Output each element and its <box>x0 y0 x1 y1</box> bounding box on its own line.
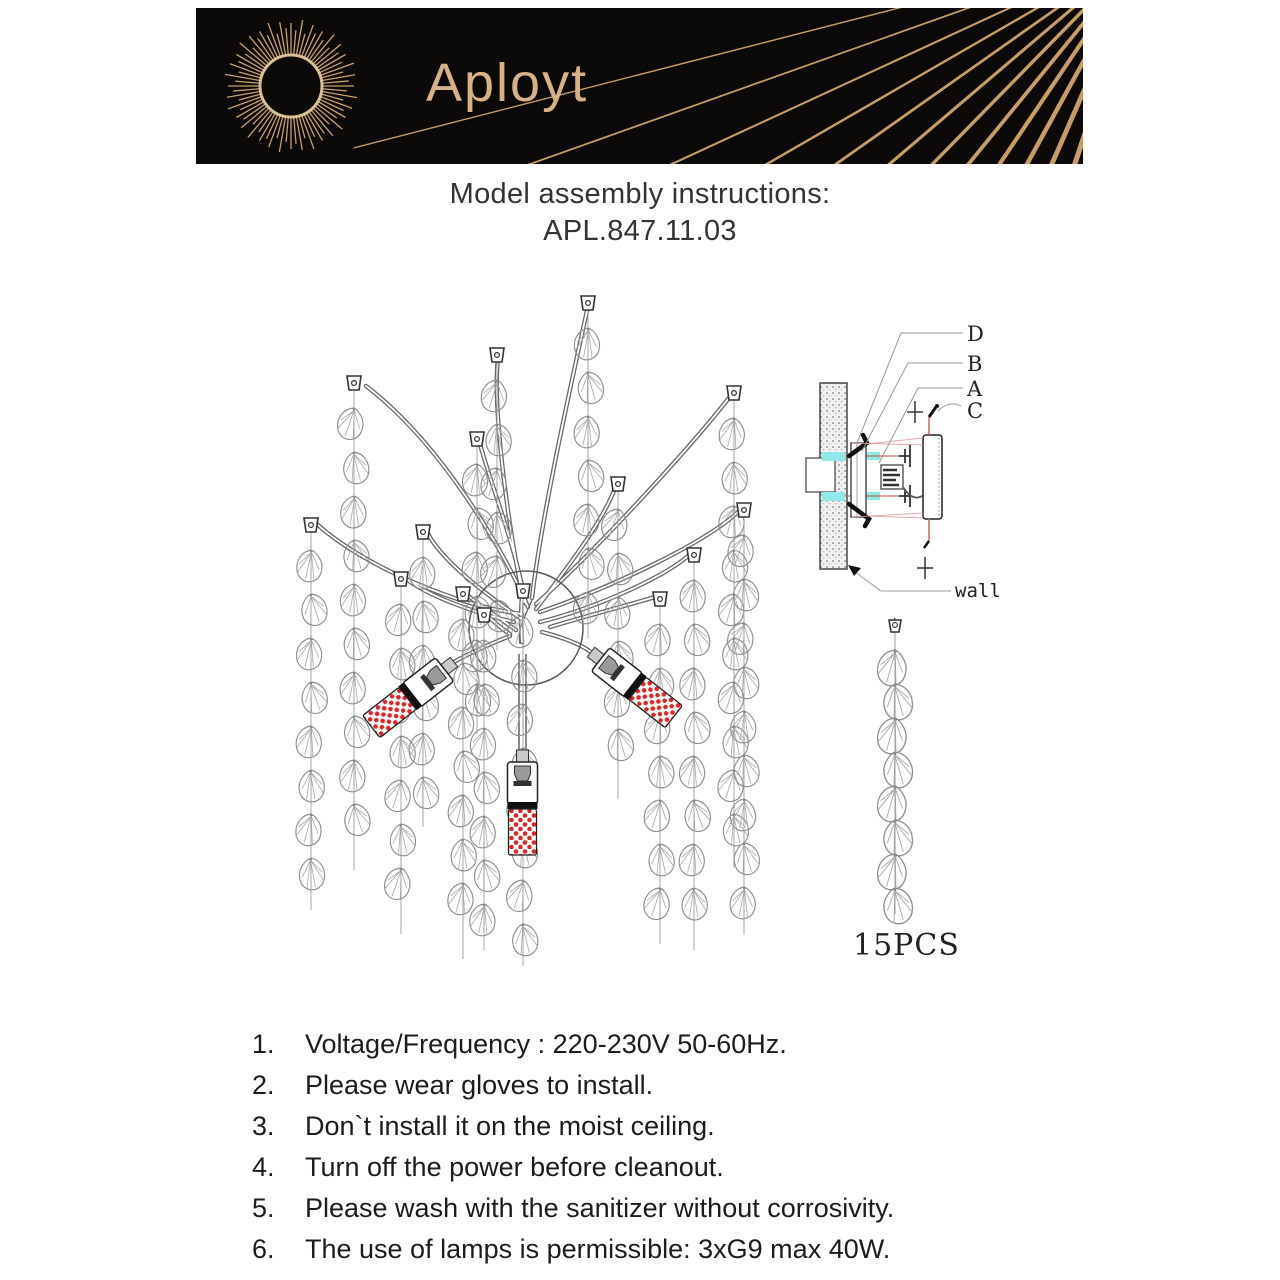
mounting-bracket <box>849 435 869 526</box>
page-title-block <box>0 176 1280 250</box>
item-number: 3. <box>252 1111 275 1141</box>
item-number: 5. <box>252 1193 275 1223</box>
part-label-b: B <box>967 352 983 376</box>
item-text: Please wash with the sanitizer without corrosivity. <box>305 1193 895 1223</box>
item-text: The use of lamps is permissible: 3xG9 max 40W. <box>305 1234 891 1264</box>
branches <box>318 306 740 662</box>
model-number: APL.847.11.03 <box>543 215 737 247</box>
part-label-c: C <box>967 399 984 423</box>
wall-label: wall <box>955 580 1001 602</box>
lamp-socket-center <box>508 750 538 855</box>
instruction-item <box>252 1188 1072 1229</box>
item-text: Voltage/Frequency : 220-230V 50-60Hz. <box>305 1029 787 1059</box>
brand-name: Aployt <box>426 53 589 113</box>
item-number: 2. <box>252 1070 275 1100</box>
item-text: Please wear gloves to install. <box>305 1070 654 1100</box>
part-label-a: A <box>967 377 983 401</box>
instruction-item <box>252 1229 1072 1270</box>
instructions-list <box>252 1024 1072 1270</box>
item-number: 6. <box>252 1234 275 1264</box>
item-text: Turn off the power before cleanout. <box>305 1152 724 1182</box>
crystal-strand-part-drawing <box>845 618 955 928</box>
instruction-item <box>252 1065 1072 1106</box>
chandelier-drawing <box>270 282 790 982</box>
instruction-item <box>252 1147 1072 1188</box>
item-text: Don`t install it on the moist ceiling. <box>305 1111 715 1141</box>
header-banner <box>196 8 1083 164</box>
junction-box <box>881 465 903 489</box>
wall-notch <box>806 458 835 492</box>
instruction-item <box>252 1024 1072 1065</box>
sunburst-rays-decoration <box>196 8 1083 164</box>
leader-lines <box>851 333 963 591</box>
item-number: 4. <box>252 1152 275 1182</box>
crystal-strands <box>294 296 762 966</box>
part-label-d: D <box>967 322 984 346</box>
fixture-backplate <box>907 401 942 579</box>
instruction-item <box>252 1106 1072 1147</box>
item-number: 1. <box>252 1029 275 1059</box>
wall-mount-diagram <box>795 295 1085 615</box>
page-title: Model assembly instructions: <box>449 178 831 210</box>
parts-count-label: 15PCS <box>853 928 960 963</box>
starburst-logo-icon <box>225 20 357 152</box>
